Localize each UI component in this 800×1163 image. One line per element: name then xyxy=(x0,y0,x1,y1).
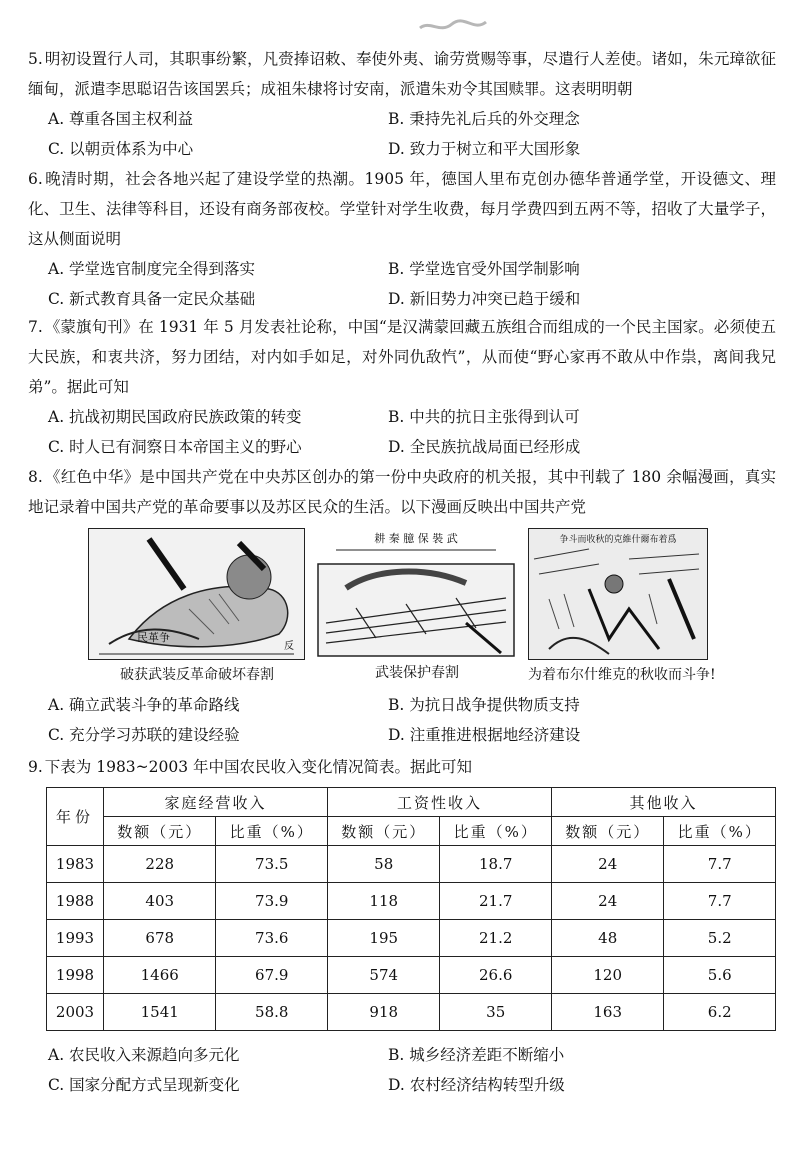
table-cell: 18.7 xyxy=(440,846,552,883)
cartoon-3-banner: 争斗而收秋的克維什爾布着爲 xyxy=(559,535,677,545)
table-cell: 21.7 xyxy=(440,883,552,920)
header-year: 年份 xyxy=(47,788,104,846)
cartoon-strip xyxy=(88,528,778,688)
question-text: 下表为 1983~2003 年中国农民收入变化情况简表。据此可知 xyxy=(44,758,473,776)
table-cell: 163 xyxy=(551,994,663,1031)
cartoon-1-image xyxy=(88,528,305,660)
table-cell: 73.6 xyxy=(216,920,328,957)
question-7 xyxy=(28,312,776,462)
cartoon-2 xyxy=(316,528,518,684)
table-cell: 26.6 xyxy=(440,957,552,994)
question-9 xyxy=(28,752,776,782)
cartoon-2-caption: 武装保护春割 xyxy=(375,665,459,681)
table-row xyxy=(47,994,776,1031)
table-cell: 58.8 xyxy=(216,994,328,1031)
question-number: 9. xyxy=(28,758,43,776)
table-cell: 7.7 xyxy=(664,883,776,920)
option-c[interactable]: C. 新式教育具备一定民众基础 xyxy=(48,290,256,308)
option-c[interactable]: C. 国家分配方式呈现新变化 xyxy=(48,1076,240,1094)
option-d[interactable]: D. 新旧势力冲突已趋于缓和 xyxy=(388,290,581,308)
header-other-income: 其他收入 xyxy=(551,788,775,817)
options xyxy=(28,104,776,164)
table-cell: 918 xyxy=(327,994,439,1031)
table-cell: 120 xyxy=(551,957,663,994)
option-a[interactable]: A. 农民收入来源趋向多元化 xyxy=(48,1046,240,1064)
question-text: 晚清时期，社会各地兴起了建设学堂的热潮。1905 年，德国人里布克创办德华普通学堂，开设德文、理化、卫生、法律等科目，还设有商务部夜校。学堂针对学生收费，每月学费四到五两不等，招收了大量学子，这从侧面说明 xyxy=(28,170,776,248)
question-8-options xyxy=(28,690,776,750)
table-cell: 1998 xyxy=(47,957,104,994)
option-d[interactable]: D. 致力于树立和平大国形象 xyxy=(388,140,581,158)
option-a[interactable]: A. 抗战初期民国政府民族政策的转变 xyxy=(48,408,302,426)
question-5 xyxy=(28,44,776,164)
option-d[interactable]: D. 注重推进根据地经济建设 xyxy=(388,726,581,744)
table-cell: 7.7 xyxy=(664,846,776,883)
table-cell: 58 xyxy=(327,846,439,883)
scan-smudge xyxy=(418,18,488,36)
table-cell: 1466 xyxy=(104,957,216,994)
table-cell: 1993 xyxy=(47,920,104,957)
subheader-share: 比重（%） xyxy=(664,817,776,846)
cartoon-3 xyxy=(528,528,778,686)
cartoon-3-caption: 为着布尔什维克的秋收而斗争! xyxy=(528,667,716,683)
question-number: 5. xyxy=(28,50,43,68)
table-cell: 67.9 xyxy=(216,957,328,994)
question-8 xyxy=(28,462,776,522)
options xyxy=(28,1040,776,1100)
table-cell: 35 xyxy=(440,994,552,1031)
question-text: 明初设置行人司，其职事纷繁，凡赍捧诏敕、奉使外夷、谕劳赏赐等事，尽遣行人差使。诸如，朱元璋欲征缅甸，派遣李思聪诏告该国罢兵；成祖朱棣将讨安南，派遣朱劝令其国赎罪。这表明明朝 xyxy=(28,50,776,98)
table-cell: 118 xyxy=(327,883,439,920)
options xyxy=(28,690,776,750)
question-number: 7. xyxy=(28,318,43,336)
table-cell: 195 xyxy=(327,920,439,957)
table-row xyxy=(47,920,776,957)
option-d[interactable]: D. 全民族抗战局面已经形成 xyxy=(388,438,581,456)
table-cell: 1541 xyxy=(104,994,216,1031)
table-row xyxy=(47,957,776,994)
table-cell: 1983 xyxy=(47,846,104,883)
subheader-amount: 数额（元） xyxy=(104,817,216,846)
cartoon-1-inner-text: 民革争 xyxy=(137,631,170,644)
question-stem xyxy=(28,164,776,254)
question-stem xyxy=(28,752,776,782)
table-cell: 1988 xyxy=(47,883,104,920)
table-cell: 5.2 xyxy=(664,920,776,957)
cartoon-1-caption: 破获武装反革命破坏春割 xyxy=(120,667,274,683)
subheader-amount: 数额（元） xyxy=(551,817,663,846)
table-cell: 73.5 xyxy=(216,846,328,883)
subheader-share: 比重（%） xyxy=(216,817,328,846)
table-cell: 48 xyxy=(551,920,663,957)
option-d[interactable]: D. 农村经济结构转型升级 xyxy=(388,1076,565,1094)
table-cell: 678 xyxy=(104,920,216,957)
table-cell: 2003 xyxy=(47,994,104,1031)
question-number: 8. xyxy=(28,468,43,486)
cartoon-2-banner: 耕 秦 臆 保 裝 武 xyxy=(374,532,458,545)
table-cell: 24 xyxy=(551,846,663,883)
table-cell: 6.2 xyxy=(664,994,776,1031)
option-a[interactable]: A. 尊重各国主权利益 xyxy=(48,110,194,128)
table-row xyxy=(47,846,776,883)
options xyxy=(28,402,776,462)
cartoon-2-image xyxy=(316,528,516,658)
table-cell: 24 xyxy=(551,883,663,920)
cartoon-1 xyxy=(88,528,306,686)
question-text: 《蒙旗旬刊》在 1931 年 5 月发表社论称，中国“是汉满蒙回藏五族组合而组成的一个民主国家。必须使五大民族，和衷共济，努力团结，对内如手如足，对外同仇敌忾”，从而使“野心家再不敢从中作祟，离间我兄弟”。据此可知 xyxy=(28,318,776,396)
question-6 xyxy=(28,164,776,314)
table-cell: 403 xyxy=(104,883,216,920)
subheader-amount: 数额（元） xyxy=(327,817,439,846)
question-text: 《红色中华》是中国共产党在中央苏区创办的第一份中央政府的机关报，其中刊载了 180 余幅漫画，真实地记录着中国共产党的革命要事以及苏区民众的生活。以下漫画反映出中国共产党 xyxy=(28,468,776,516)
options xyxy=(28,254,776,314)
table-cell: 228 xyxy=(104,846,216,883)
option-a[interactable]: A. 确立武装斗争的革命路线 xyxy=(48,696,240,714)
option-b[interactable]: B. 学堂选官受外国学制影响 xyxy=(388,260,580,278)
table-cell: 21.2 xyxy=(440,920,552,957)
question-number: 6. xyxy=(28,170,43,188)
header-household-income: 家庭经营收入 xyxy=(104,788,328,817)
question-stem xyxy=(28,44,776,104)
table-cell: 5.6 xyxy=(664,957,776,994)
cartoon-1-mark: 反 xyxy=(284,641,294,652)
header-wage-income: 工资性收入 xyxy=(327,788,551,817)
option-c[interactable]: C. 充分学习苏联的建设经验 xyxy=(48,726,240,744)
option-b[interactable]: B. 秉持先礼后兵的外交理念 xyxy=(388,110,580,128)
table-row xyxy=(47,883,776,920)
table-cell: 73.9 xyxy=(216,883,328,920)
cartoon-3-image xyxy=(528,528,708,660)
option-b[interactable]: B. 城乡经济差距不断缩小 xyxy=(388,1046,565,1064)
option-b[interactable]: B. 中共的抗日主张得到认可 xyxy=(388,408,580,426)
question-9-options xyxy=(28,1040,776,1100)
option-a[interactable]: A. 学堂选官制度完全得到落实 xyxy=(48,260,256,278)
income-table xyxy=(46,787,776,1031)
option-c[interactable]: C. 时人已有洞察日本帝国主义的野心 xyxy=(48,438,302,456)
option-c[interactable]: C. 以朝贡体系为中心 xyxy=(48,140,194,158)
subheader-share: 比重（%） xyxy=(440,817,552,846)
question-stem xyxy=(28,312,776,402)
option-b[interactable]: B. 为抗日战争提供物质支持 xyxy=(388,696,580,714)
question-stem xyxy=(28,462,776,522)
table-cell: 574 xyxy=(327,957,439,994)
